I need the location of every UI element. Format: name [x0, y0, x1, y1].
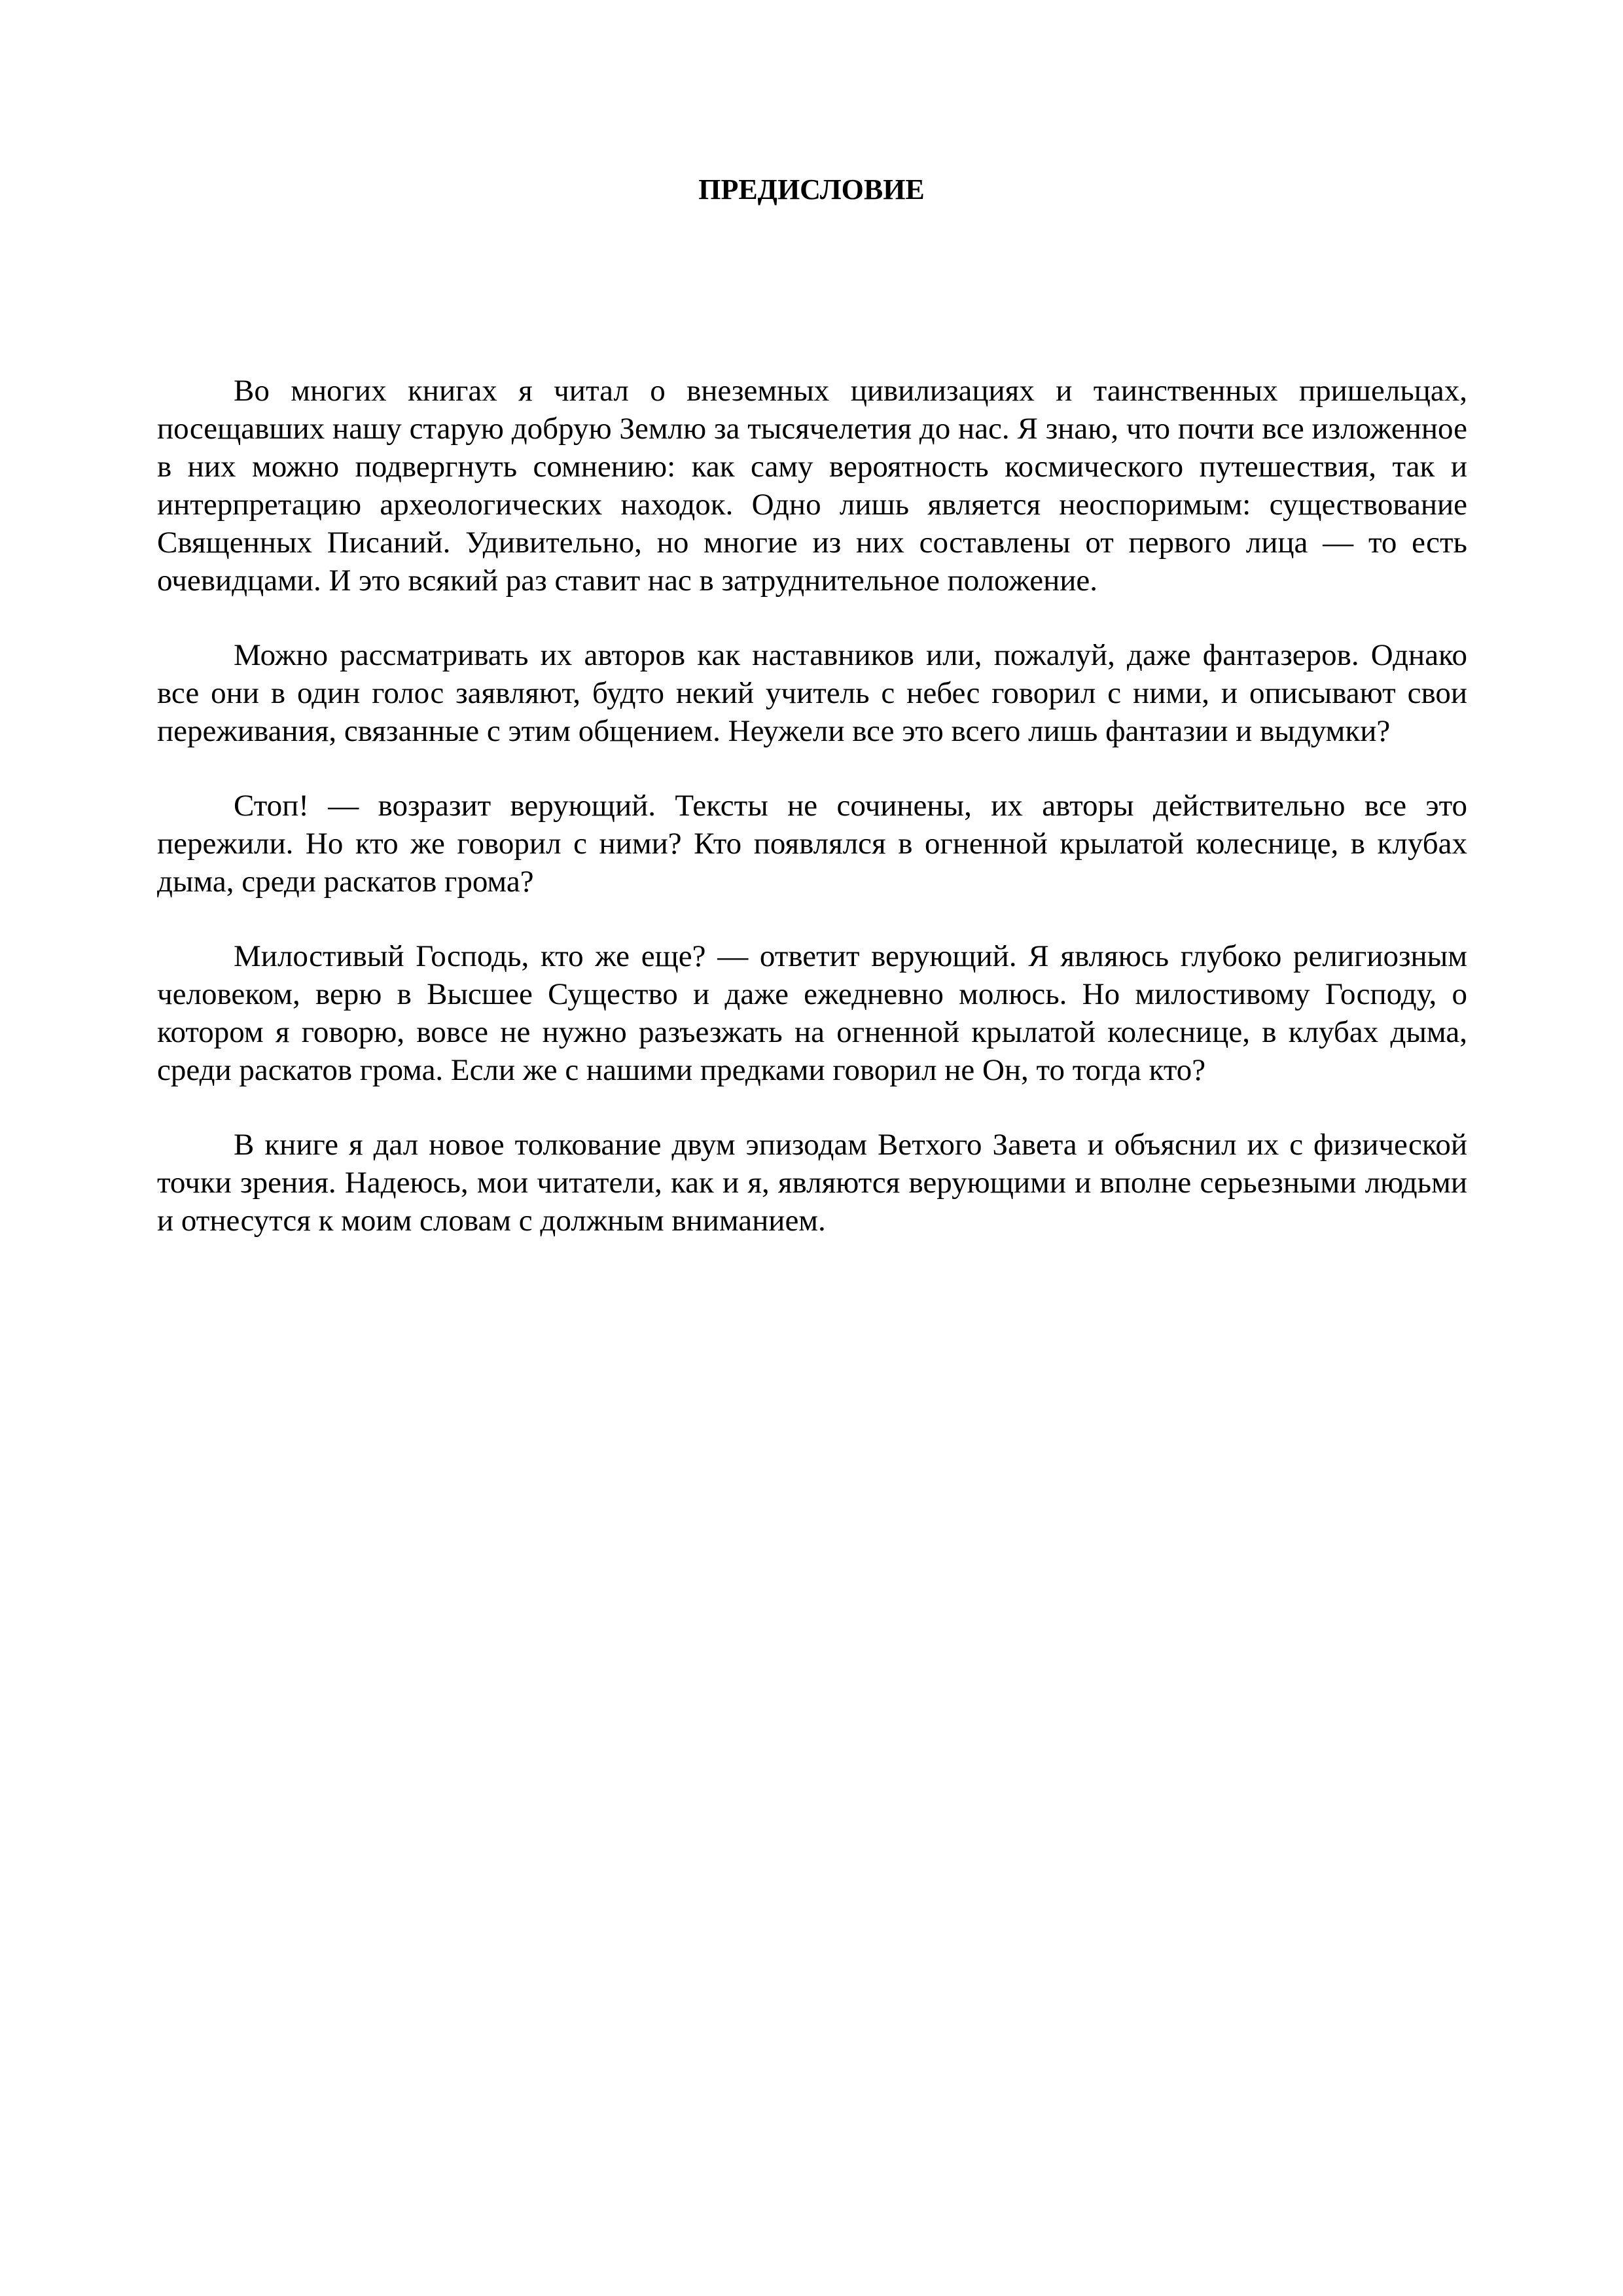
paragraph-4: Милостивый Господь, кто же еще? — ответит верующий. Я являюсь глубоко религиозным человеком, верю в Высшее Существо и даже ежедневно молюсь. Но милостивому Господу, о котором я говорю, вовсе не нужно разъезжать на огненной крылатой колеснице, в клубах дыма, среди раскатов грома. Если же с нашими предками говорил не Он, то тогда кто? [157, 939, 1467, 1087]
body-text [157, 372, 1467, 1276]
page-title: ПРЕДИСЛОВИЕ [698, 173, 925, 206]
paragraph-3: Стоп! — возразит верующий. Тексты не сочинены, их авторы действительно все это пережили. Но кто же говорил с ними? Кто появлялся в огненной крылатой колеснице, в клубах дыма, среди раскатов грома? [157, 789, 1467, 899]
paragraph-2: Можно рассматривать их авторов как наставников или, пожалуй, даже фантазеров. Однако все они в один голос заявляют, будто некий учитель с небес говорил с ними, и описывают свои переживания, связанные с этим общением. Неужели все это всего лишь фантазии и выдумки? [157, 638, 1467, 748]
paragraph-1: Во многих книгах я читал о внеземных цивилизациях и таинственных пришельцах, посещавших нашу старую добрую Землю за тысячелетия до нас. Я знаю, что почти все изложенное в них можно подвергнуть сомнению: как саму вероятность космического путешествия, так и интерпретацию археологических находок. Одно лишь является неоспоримым: существование Священных Писаний. Удивительно, но многие из них составлены от первого лица — то есть очевидцами. И это всякий раз ставит нас в затруднительное положение. [157, 374, 1467, 598]
paragraph-5: В книге я дал новое толкование двум эпизодам Ветхого Завета и объяснил их с физической точки зрения. Надеюсь, мои читатели, как и я, являются верующими и вполне серьезными людьми и отнесутся к моим словам с должным вниманием. [157, 1128, 1467, 1238]
